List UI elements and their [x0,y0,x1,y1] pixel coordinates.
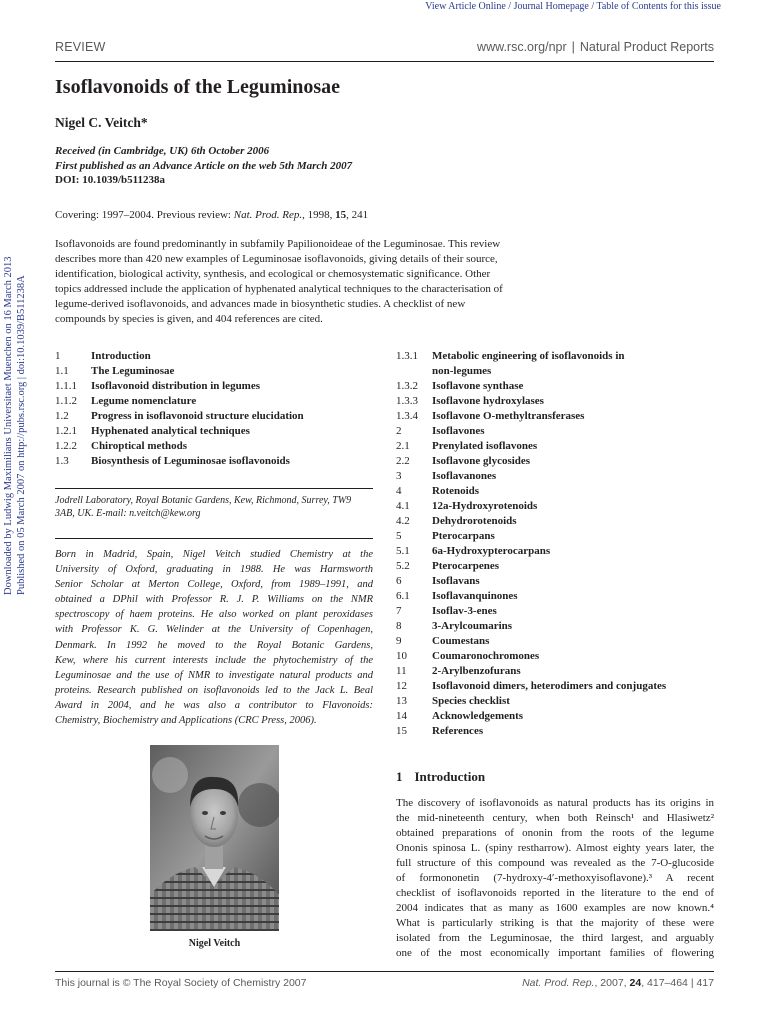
download-notice-line: Downloaded by Ludwig Maximilians Universitaet Muenchen on 16 March 2013 [3,256,14,595]
section-title: Introduction [414,769,486,784]
toc-label: Isoflavanquinones [432,590,518,602]
journal-header [477,40,714,54]
toc-entry[interactable] [396,409,666,424]
toc-label: Metabolic engineering of isoflavonoids in [432,350,625,362]
abstract [55,237,560,327]
toc-number: 14 [396,710,407,722]
toc-number: 1.1.1 [55,380,77,392]
toc-entry[interactable] [396,589,666,604]
journal-homepage-link[interactable]: Journal Homepage [513,1,589,12]
toc-entry[interactable] [396,709,666,724]
toc-label: Isoflavone synthase [432,380,524,392]
covering-journal: Nat. Prod. Rep. [233,209,303,221]
toc-label: Pterocarpans [432,530,495,542]
published-date: First published as an Advance Article on the web 5th March 2007 [55,159,353,172]
biography-line: University of Oxford, graduating in 1988. He was Harmsworth [55,564,373,576]
toc-entry[interactable] [396,514,666,529]
toc-entry[interactable] [396,484,666,499]
covering-volume: 15 [335,209,347,221]
toc-entry[interactable] [55,349,304,364]
biography-line: Award in 2004, and he was also a contributor to Flavonoids: [55,699,373,711]
toc-number: 1.2 [55,410,69,422]
journal-url[interactable]: www.rsc.org/npr [477,40,567,54]
toc-number: 13 [396,695,407,707]
toc-entry[interactable] [396,664,666,679]
author-photo [150,745,279,931]
running-header [55,40,714,62]
introduction-line: of formononetin (7-hydroxy-4′-methoxyisoflavone).³ A recent [396,872,714,884]
biography-line: obtained a DPhil with Professor R. J. P. Williams on the NMR [55,594,373,606]
toc-entry[interactable] [396,544,666,559]
toc-entry[interactable] [396,679,666,694]
toc-label: The Leguminosae [91,365,175,377]
toc-number: 12 [396,680,407,692]
toc-label: Acknowledgements [432,710,524,722]
introduction-line: The discovery of isoflavonoids as natural products has its origins in [396,797,714,809]
toc-label: Isoflav-3-enes [432,605,497,617]
toc-label: Coumestans [432,635,490,647]
toc-label: 6a-Hydroxypterocarpans [432,545,551,557]
toc-label: Coumaronochromones [432,650,540,662]
toc-number: 1.3 [55,455,69,467]
toc-number: 1.3.3 [396,395,418,407]
portrait-image [150,745,279,931]
footer-pages: , 417–464 [641,977,688,989]
header-divider: | [571,40,575,54]
toc-label: Rotenoids [432,485,480,497]
toc-number [396,364,432,379]
toc-label: Hyphenated analytical techniques [91,425,250,437]
page-footer [55,971,714,989]
biography-line: proteins. Research published on isoflavonoids led to the Jack L. Beal [55,684,373,696]
toc-number: 3 [396,470,402,482]
toc-number: 1.3.1 [396,350,418,362]
toc-entry[interactable] [396,619,666,634]
toc-entry[interactable] [396,604,666,619]
toc-number: 5.2 [396,560,410,572]
toc-label: Isoflavone hydroxylases [432,395,544,407]
article-title: Isoflavonoids of the Leguminosae [55,76,341,98]
toc-number: 2.2 [396,455,410,467]
covering-prefix: Covering: 1997–2004. Previous review: [55,209,234,221]
toc-entry[interactable] [55,424,304,439]
toc-label: 2-Arylbenzofurans [432,665,521,677]
copyright-notice: This journal is © The Royal Society of Chemistry 2007 [55,977,307,989]
toc-entry[interactable] [396,469,666,484]
abstract-line: describes more than 420 new examples of Leguminosae isoflavonoids, giving details of their source, [55,253,498,265]
published-notice-line: Published on 05 March 2007 on http://pubs.rsc.org | doi:10.1039/B511238A [16,275,27,595]
toc-number: 15 [396,725,407,737]
toc-label: Isoflavones [432,425,485,437]
biography-line: Born in Madrid, Spain, Nigel Veitch studied Chemistry at the [55,549,373,560]
toc-number: 5 [396,530,402,542]
toc-label: Dehydrorotenoids [432,515,517,527]
toc-entry[interactable] [396,364,666,379]
toc-number: 4 [396,485,402,497]
link-separator: / [505,1,514,12]
toc-label: Isoflavanones [432,470,497,482]
toc-number: 1 [55,350,61,362]
introduction-line: one of the most economically important families of flowering [396,947,714,959]
author-biography [55,538,373,728]
toc-number: 1.2.2 [55,440,77,452]
toc-label: Biosynthesis of Leguminosae isoflavonoids [91,455,290,467]
toc-label: Isoflavone glycosides [432,455,531,467]
introduction-line: Ononis spinosa L. (spiny restharrow). Almost eighty years later, the [396,842,714,854]
toc-number: 9 [396,635,402,647]
toc-entry[interactable] [55,364,304,379]
section-number: 1 [396,769,403,784]
abstract-line: compounds by species is given, and 404 references are cited. [55,313,323,325]
toc-number: 4.1 [396,500,410,512]
toc-number: 7 [396,605,402,617]
abstract-line: Isoflavonoids are found predominantly in subfamily Papilionoideae of the Leguminosae. This review [55,238,501,250]
toc-entry[interactable] [396,649,666,664]
page-number: 417 [696,977,714,989]
toc-number: 2 [396,425,402,437]
photo-caption: Nigel Veitch [188,938,241,949]
toc-entry[interactable] [55,379,304,394]
toc-label: Chiroptical methods [91,440,188,452]
toc-number: 1.3.4 [396,410,418,422]
toc-label: References [432,725,484,737]
introduction-line: full structure of this compound was revealed as the 7-O-glucoside [396,857,714,869]
toc-number: 1.1 [55,365,69,377]
author-affiliation [55,488,373,520]
toc-entry[interactable] [396,634,666,649]
toc-label: Isoflavonoid distribution in legumes [91,380,261,392]
toc-number: 5.1 [396,545,410,557]
toc-number: 10 [396,650,407,662]
article-author: Nigel C. Veitch* [55,115,148,130]
toc-entry[interactable] [396,574,666,589]
toc-entry[interactable] [396,439,666,454]
toc-number: 6.1 [396,590,410,602]
toc-label: Progress in isoflavonoid structure elucidation [91,410,304,422]
toc-number: 2.1 [396,440,410,452]
toc-label: Legume nomenclature [91,395,197,407]
toc-number: 6 [396,575,402,587]
covering-line [55,209,368,221]
toc-number: 1.2.1 [55,425,77,437]
biography-line: with Professor K. G. Welinder at the University of Copenhagen, [55,624,373,636]
toc-label: non-legumes [432,365,492,377]
toc-number: 4.2 [396,515,410,527]
toc-entry[interactable] [396,454,666,469]
footer-volume: 24 [629,977,642,989]
abstract-line: identification, biological activity, synthesis, and ecological or chemosystematic significance. Other [55,268,491,280]
toc-entry[interactable] [55,454,304,469]
link-separator: / [588,1,597,12]
toc-entry[interactable] [396,424,666,439]
toc-entry[interactable] [396,529,666,544]
toc-entry[interactable] [55,394,304,409]
footer-year: , 2007, [594,977,630,989]
received-date: Received (in Cambridge, UK) 6th October 2006 [55,145,270,157]
toc-entry[interactable] [396,379,666,394]
toc-entry[interactable] [55,409,304,424]
toc-number: 1.3.2 [396,380,418,392]
introduction-body [396,796,714,961]
introduction-line: checklist of isoflavonoids reported in the literature to the end of [396,887,714,899]
toc-number: 8 [396,620,402,632]
toc-entry[interactable] [55,439,304,454]
biography-line: Chemistry, Biochemistry and Applications (CRC Press, 2006). [55,715,317,727]
affiliation-line: Jodrell Laboratory, Royal Botanic Gardens, Kew, Richmond, Surrey, TW9 [55,495,352,506]
top-links [425,1,721,12]
affiliation-line[interactable]: 3AB, UK. E-mail: n.veitch@kew.org [55,508,201,519]
introduction-line: 2004 indicates that as many as 1600 examples are now known.⁴ [396,902,714,914]
abstract-line: legume-derived isoflavonoids, and advances made in biosynthetic studies. A checklist of new [55,298,466,310]
toc-label: Introduction [91,350,151,362]
biography-line: Denmark. In 1992 he moved to the Royal Botanic Gardens, [55,639,373,651]
toc-label: 12a-Hydroxyrotenoids [432,500,538,512]
introduction-line: obtained preparations of ononin from the roots of the legume [396,827,714,839]
toc-label: Isoflavone O-methyltransferases [432,410,585,422]
received-info [55,144,352,188]
citation-info [522,977,714,989]
toc-label: Prenylated isoflavones [432,440,538,452]
toc-entry[interactable] [396,694,666,709]
table-of-contents-link[interactable]: Table of Contents for this issue [596,1,721,12]
toc-number: 11 [396,665,407,677]
toc-entry[interactable] [396,724,666,739]
introduction-line: isolated from the Leguminosae, the third largest, and arguably [396,932,714,944]
footer-journal: Nat. Prod. Rep. [522,977,595,989]
introduction-line: the mid-nineteenth century, when both Reinsch¹ and Hlasiwetz² [396,812,714,824]
biography-line: spectroscopy of haem proteins. He also worked on plant peroxidases [55,609,373,621]
section-label: REVIEW [55,40,106,54]
toc-label: 3-Arylcoumarins [432,620,513,632]
biography-line: Kew, where his current interests include the phytochemistry of the [55,654,373,666]
toc-label: Isoflavonoid dimers, heterodimers and conjugates [432,680,667,692]
toc-right-column [396,349,666,739]
covering-year: , 1998, [302,209,336,221]
view-article-online-link[interactable]: View Article Online [425,1,506,12]
toc-number: 1.1.2 [55,395,77,407]
journal-name: Natural Product Reports [579,40,714,54]
covering-pages: , 241 [346,209,369,221]
footer-divider: | [687,977,697,989]
toc-entry[interactable] [396,394,666,409]
introduction-line: What is particularly striking is that the majority of these were [396,917,714,929]
abstract-line: topics addressed include the application of hyphenated analytical techniques to the characterisation of [55,283,503,295]
doi[interactable]: DOI: 10.1039/b511238a [55,174,166,186]
biography-line: Senior Scholar at Merton College, Oxford, from 1989–1991, and [55,579,373,591]
toc-label: Pterocarpenes [432,560,499,572]
biography-line: Leguminosae and the use of NMR to investigate natural products and [55,669,373,681]
toc-entry[interactable] [396,499,666,514]
toc-entry[interactable] [396,559,666,574]
section-heading-introduction [396,769,485,785]
toc-label: Species checklist [432,695,510,707]
toc-entry[interactable] [396,349,666,364]
toc-left-column [55,349,304,469]
toc-label: Isoflavans [432,575,480,587]
